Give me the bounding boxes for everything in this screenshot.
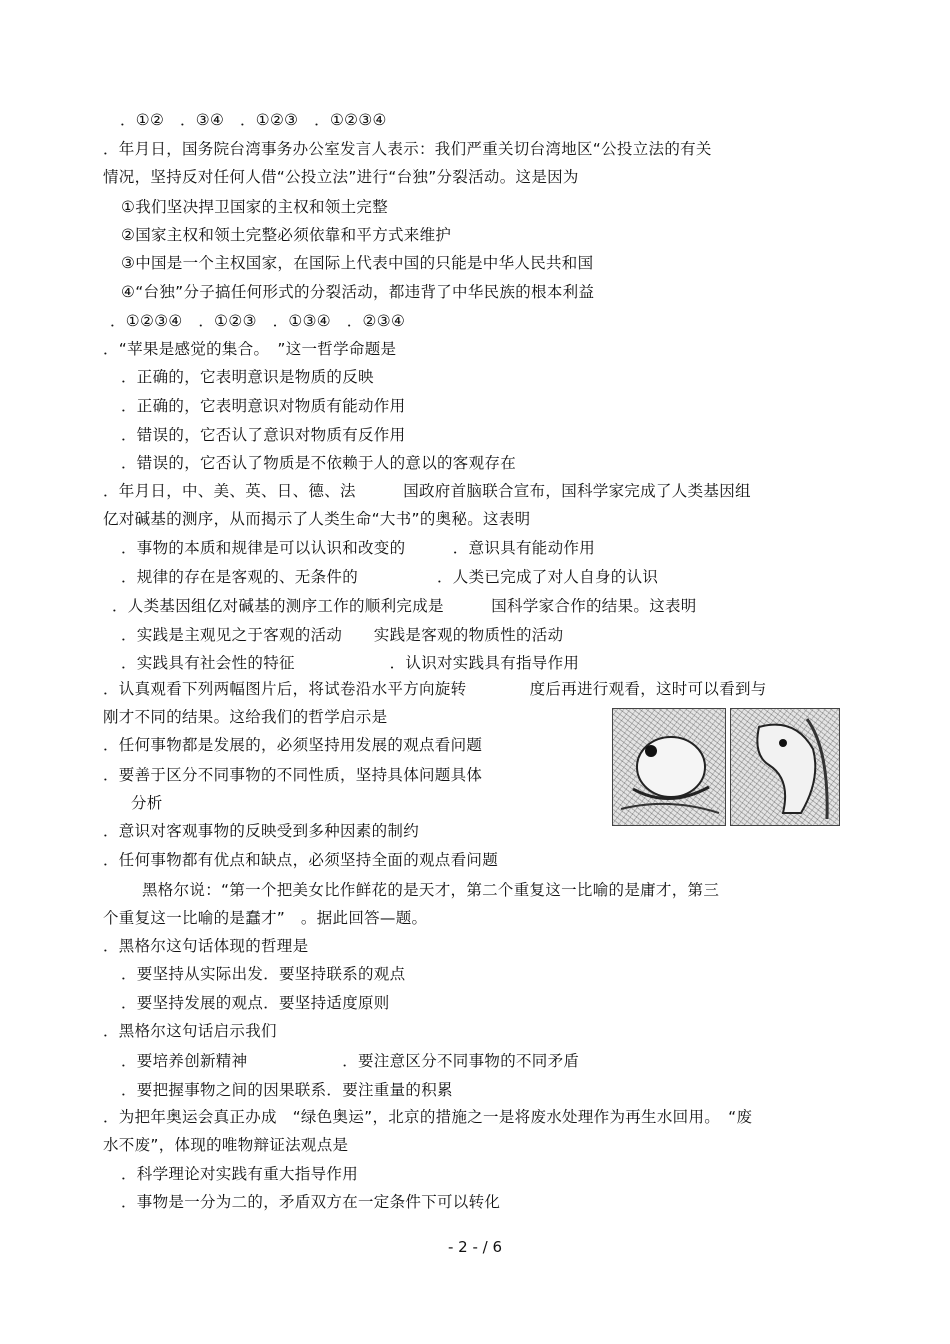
option-item: ．要坚持从实际出发．要坚持联系的观点 [121,965,406,983]
question-apple: ．“苹果是感觉的集合。 ”这一哲学命题是 [103,340,397,358]
option-item: ．实践具有社会性的特征 ．认识对实践具有指导作用 [121,654,580,672]
question-pictures: ．认真观看下列两幅图片后，将试卷沿水平方向旋转 度后再进行观看，这时可以看到与 [103,680,767,698]
option-item: ．错误的，它否认了物质是不依赖于人的意以的客观存在 [121,454,517,472]
option-item: ．任何事物都有优点和缺点，必须坚持全面的观点看问题 [103,851,499,869]
illusion-image-horse [730,708,840,826]
option-item: ．错误的，它否认了意识对物质有反作用 [121,426,406,444]
option-item: ．事物的本质和规律是可以认识和改变的 ．意识具有能动作用 [121,539,596,557]
statement-item: ④“台独”分子搞任何形式的分裂活动，都违背了中华民族的根本利益 [121,283,595,301]
question-olympics: ．为把年奥运会真正办成 “绿色奥运”，北京的措施之一是将废水处理作为再生水回用。 “废 [103,1108,753,1126]
option-item: ．科学理论对实践有重大指导作用 [121,1165,359,1183]
question-text: 水不废”，体现的唯物辩证法观点是 [103,1136,349,1154]
option-item: ．要把握事物之间的因果联系．要注重量的积累 [121,1081,453,1099]
statement-item: ②国家主权和领土完整必须依靠和平方式来维护 [121,226,452,244]
question-genome: ．年月日，中、美、英、日、德、法 国政府首脑联合宣布，国科学家完成了人类基因组 [103,482,751,500]
page-number: - 2 - / 6 [447,1238,503,1256]
question-text: 情况，坚持反对任何人借“公投立法”进行“台独”分裂活动。这是因为 [103,168,579,186]
option-item: ．事物是一分为二的，矛盾双方在一定条件下可以转化 [121,1193,501,1211]
statement-item: ③中国是一个主权国家，在国际上代表中国的只能是中华人民共和国 [121,254,594,272]
option-item: ．要培养创新精神 ．要注意区分不同事物的不同矛盾 [121,1052,580,1070]
illusion-image-frog [612,708,726,826]
statement-item: ①我们坚决捍卫国家的主权和领土完整 [121,198,388,216]
question-genome-2: ．人类基因组亿对碱基的测序工作的顺利完成是 国科学家合作的结果。这表明 [112,597,697,615]
passage-hegel: 黑格尔说：“第一个把美女比作鲜花的是天才，第二个重复这一比喻的是庸才，第三 [142,881,720,899]
question-text: 刚才不同的结果。这给我们的哲学启示是 [103,708,388,726]
option-item: ．规律的存在是客观的、无条件的 ．人类已完成了对人自身的认识 [121,568,659,586]
options-row: ．①② ．③④ ．①②③ ．①②③④ [120,111,387,129]
options-row: ．①②③④ ．①②③ ．①③④ ．②③④ [110,312,406,330]
question-hegel-1: ．黑格尔这句话体现的哲理是 [103,937,309,955]
option-item: ．意识对客观事物的反映受到多种因素的制约 [103,822,420,840]
option-item: ．要善于区分不同事物的不同性质，坚持具体问题具体 [103,766,483,784]
option-item: ．要坚持发展的观点．要坚持适度原则 [121,994,390,1012]
option-item: ．实践是主观见之于客观的活动 实践是客观的物质性的活动 [121,626,564,644]
option-item: ．任何事物都是发展的，必须坚持用发展的观点看问题 [103,736,483,754]
question-taiwan: ．年月日，国务院台湾事务办公室发言人表示：我们严重关切台湾地区“公投立法的有关 [103,140,712,158]
passage-hegel-continued: 个重复这一比喻的是蠢才” 。据此回答—题。 [103,909,428,927]
question-hegel-2: ．黑格尔这句话启示我们 [103,1022,277,1040]
option-item-continued: 分析 [131,794,163,812]
option-item: ．正确的，它表明意识是物质的反映 [121,368,374,386]
question-text: 亿对碱基的测序，从而揭示了人类生命“大书”的奥秘。这表明 [103,510,531,528]
option-item: ．正确的，它表明意识对物质有能动作用 [121,397,406,415]
